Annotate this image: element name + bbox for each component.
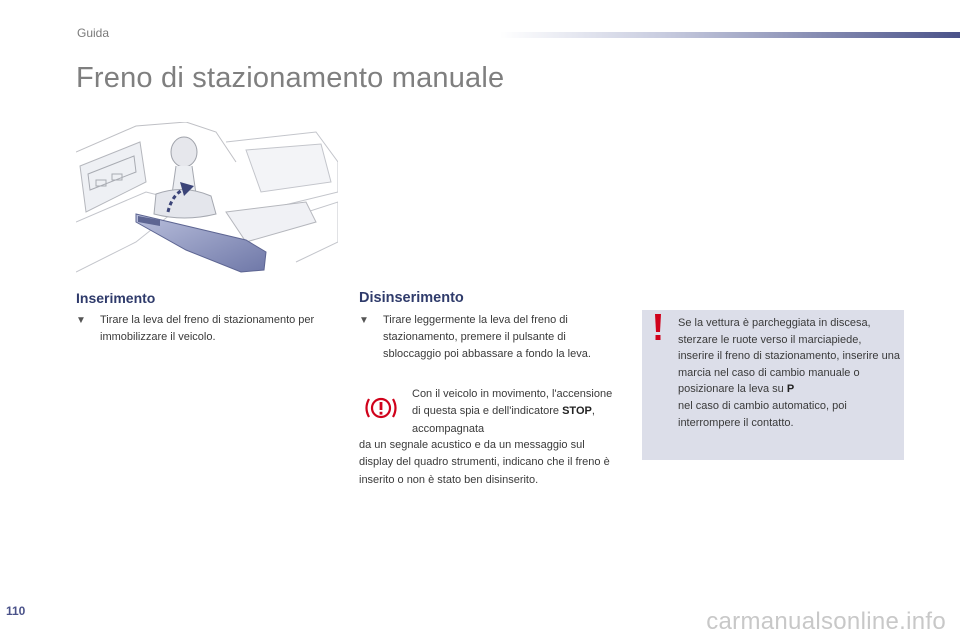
- bullet-icon: ▼: [76, 315, 86, 326]
- disinserimento-heading: Disinserimento: [359, 290, 464, 306]
- header-bar: [500, 32, 960, 38]
- note-text-bottom: da un segnale acustico e da un messaggio sul display del quadro strumenti, indicano che il freno è inserito o non è stato ben disinserito.: [359, 439, 610, 486]
- warning-text: Se la vettura è parcheggiata in discesa, sterzare le ruote verso il marciapiede, inserire il freno di stazionamento, inserire una marcia nel caso di cambio manuale o posizionare la leva su P nel caso di cambio automatico, poi interrompere il contatto.: [678, 317, 900, 429]
- parking-brake-illustration: [76, 122, 338, 284]
- section-label: Guida: [77, 26, 110, 40]
- bullet-icon: ▼: [359, 315, 369, 326]
- inserimento-step: [76, 312, 336, 346]
- page-number: 110: [6, 604, 26, 618]
- brake-warning-icon: [362, 395, 400, 421]
- disinserimento-step: [359, 312, 621, 363]
- note-text-top: Con il veicolo in movimento, l'accensione di questa spia e dell'indicatore STOP, accompagnata: [412, 388, 613, 435]
- watermark: carmanualsonline.info: [706, 608, 946, 635]
- p-label: P: [786, 383, 795, 396]
- page-title: Freno di stazionamento manuale: [76, 62, 505, 94]
- exclamation-icon: [651, 312, 665, 342]
- inserimento-heading: Inserimento: [76, 290, 156, 306]
- disinserimento-text: Tirare leggermente la leva del freno di stazionamento, premere il pulsante di sbloccaggio poi abbassare a fondo la leva.: [383, 314, 591, 360]
- stop-label: STOP: [562, 405, 592, 418]
- inserimento-text: Tirare la leva del freno di stazionamento per immobilizzare il veicolo.: [100, 314, 315, 343]
